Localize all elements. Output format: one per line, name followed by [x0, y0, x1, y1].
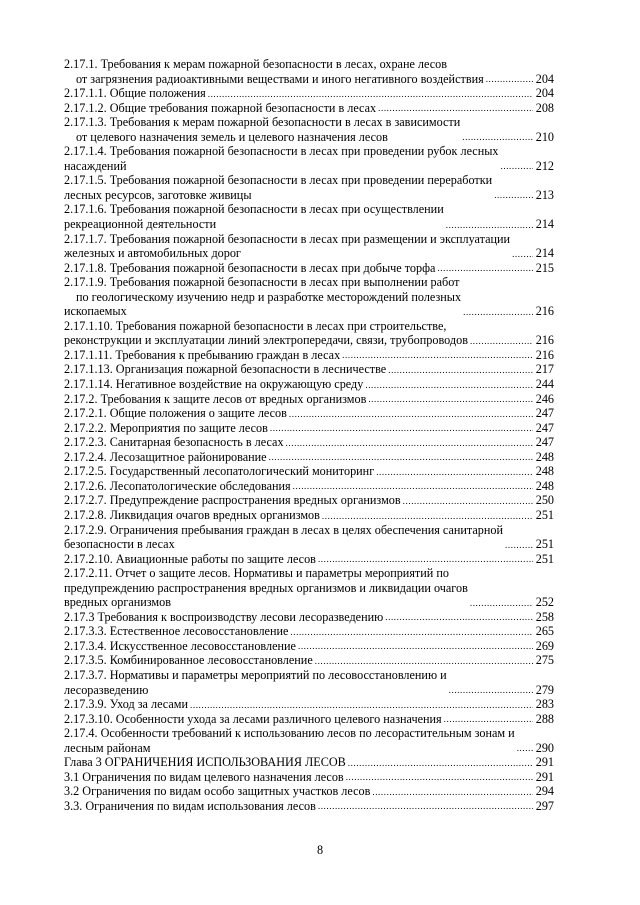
toc-entry-title — [64, 362, 386, 377]
toc-entry-line: от загрязнения радиоактивными веществами и иного негативного воздействия — [76, 71, 484, 86]
toc-entry-line: 2.17.1.14. Негативное воздействие на окружающую среду — [64, 377, 364, 392]
toc-entry-title — [64, 523, 503, 552]
toc-entry-page: 252 — [535, 595, 554, 610]
toc-entry-page: 258 — [535, 609, 554, 624]
toc-entry-line: 2.17.4. Особенности требований к использованию лесов по лесорастительным зонам и — [64, 726, 515, 741]
toc-entry-line: 2.17.2.6. Лесопатологические обследования — [64, 478, 291, 493]
dot-leader — [296, 639, 533, 654]
toc-entry — [64, 450, 554, 465]
toc-entry-page: 216 — [535, 304, 554, 319]
toc-entry — [64, 319, 554, 348]
toc-entry-page: 208 — [535, 100, 554, 115]
toc-entry-title — [64, 377, 363, 392]
toc-entry — [64, 392, 554, 407]
toc-entry-page: 251 — [535, 507, 554, 522]
dot-leader — [484, 72, 533, 87]
toc-entry-line: 2.17.1.10. Требования пожарной безопасности в лесах при строительстве, — [64, 318, 447, 333]
toc-entry-line: 2.17.1.8. Требования пожарной безопасности в лесах при добыче торфа — [64, 260, 436, 275]
toc-entry-page: 250 — [535, 493, 554, 508]
toc-entry — [64, 799, 554, 814]
toc-entry-line: 2.17.3.5. Комбинированное лесовосстановление — [64, 653, 313, 668]
toc-entry-title — [64, 450, 267, 465]
dot-leader — [316, 799, 533, 814]
dot-leader — [316, 552, 533, 567]
dot-leader — [320, 508, 533, 523]
dot-leader — [291, 479, 533, 494]
toc-entry-page: 217 — [535, 362, 554, 377]
toc-entry — [64, 712, 554, 727]
toc-entry-line: 3.3. Ограничения по видам использования лесов — [64, 798, 316, 813]
toc-entry-page: 215 — [535, 260, 554, 275]
dot-leader — [366, 392, 532, 407]
toc-entry-page: 244 — [535, 377, 554, 392]
dot-leader — [401, 493, 533, 508]
toc-entry-page: 248 — [535, 449, 554, 464]
toc-entry — [64, 624, 554, 639]
toc-entry-line: железных и автомобильных дорог — [64, 246, 241, 261]
toc-entry-title — [64, 653, 313, 668]
toc-entry-line: ископаемых — [64, 304, 127, 319]
toc-entry-page: 251 — [535, 537, 554, 552]
toc-entry-line: вредных организмов — [64, 595, 171, 610]
toc-entry — [64, 523, 554, 552]
dot-leader — [284, 435, 533, 450]
toc-entry-page: 248 — [535, 464, 554, 479]
toc-entry-line: 2.17.1.5. Требования пожарной безопасности в лесах при проведении переработки — [64, 173, 493, 188]
toc-entry-line: 2.17.3.10. Особенности ухода за лесами различного целевого назначения — [64, 711, 442, 726]
toc-entry-title — [64, 275, 461, 319]
toc-entry-line: 2.17.1.2. Общие требования пожарной безопасности в лесах — [64, 100, 377, 115]
dot-leader — [461, 304, 533, 319]
toc-entry — [64, 653, 554, 668]
toc-entry-title — [64, 232, 510, 261]
toc-entry-line: по геологическому изучению недр и разработке месторождений полезных — [76, 289, 462, 304]
toc-entry-line: 2.17.2.10. Авиационные работы по защите лесов — [64, 551, 316, 566]
toc-entry-title — [64, 348, 340, 363]
dot-leader — [344, 770, 533, 785]
toc-entry-line: 2.17.2.3. Санитарная безопасность в лесах — [64, 435, 284, 450]
dot-leader — [340, 348, 533, 363]
dot-leader — [460, 130, 532, 145]
toc-entry-page: 290 — [535, 740, 554, 755]
dot-leader — [376, 101, 533, 116]
toc-entry-line: 2.17.1.11. Требования к пребыванию граждан в лесах — [64, 347, 341, 362]
toc-entry-line: 2.17.2.1. Общие положения о защите лесов — [64, 406, 287, 421]
dot-leader — [268, 421, 533, 436]
toc-entry-line: 2.17.2.11. Отчет о защите лесов. Нормативы и параметры мероприятий по — [64, 566, 449, 581]
toc-entry-page: 216 — [535, 333, 554, 348]
toc-entry — [64, 362, 554, 377]
dot-leader — [435, 261, 532, 276]
toc-entry-line: 2.17.3.7. Нормативы и параметры мероприятий по лесовосстановлению и — [64, 667, 447, 682]
toc-entry — [64, 639, 554, 654]
dot-leader — [468, 333, 533, 348]
toc-entry-title — [64, 755, 346, 770]
dot-leader — [370, 784, 532, 799]
toc-entry-line: реконструкции и эксплуатации линий электропередачи, связи, трубопроводов — [64, 333, 468, 348]
toc-entry-title — [64, 668, 447, 697]
toc-entry-page: 283 — [535, 697, 554, 712]
toc-entry — [64, 57, 554, 86]
toc-entry-title — [64, 406, 287, 421]
toc-entry — [64, 348, 554, 363]
toc-entry — [64, 435, 554, 450]
toc-entry-line: 2.17.2.4. Лесозащитное районирование — [64, 449, 267, 464]
toc-entry-line: лесных ресурсов, заготовке живицы — [64, 187, 252, 202]
toc-entry-title — [64, 479, 291, 494]
toc-entry — [64, 508, 554, 523]
toc-entry — [64, 784, 554, 799]
toc-entry-title — [64, 726, 515, 755]
toc-entry-page: 248 — [535, 478, 554, 493]
toc-entry-line: Глава 3 ОГРАНИЧЕНИЯ ИСПОЛЬЗОВАНИЯ ЛЕСОВ — [64, 755, 346, 770]
toc-entry — [64, 144, 554, 173]
toc-entry — [64, 86, 554, 101]
toc-entry-page: 251 — [535, 551, 554, 566]
toc-entry-title — [64, 493, 401, 508]
toc-entry-page: 265 — [535, 624, 554, 639]
toc-entry-page: 297 — [535, 798, 554, 813]
toc-entry-line: безопасности в лесах — [64, 537, 175, 552]
toc-entry — [64, 610, 554, 625]
dot-leader — [206, 86, 533, 101]
toc-entry-title — [64, 770, 344, 785]
toc-entry-page: 213 — [535, 187, 554, 202]
toc-entry-title — [64, 261, 435, 276]
toc-entry-title — [64, 435, 284, 450]
dot-leader — [188, 697, 533, 712]
dot-leader — [503, 537, 533, 552]
toc-entry-line: 2.17.1.9. Требования пожарной безопасности в лесах при выполнении работ — [64, 275, 460, 290]
toc-entry — [64, 464, 554, 479]
toc-entry-title — [64, 464, 374, 479]
toc-entry-line: 2.17.2.2. Мероприятия по защите лесов — [64, 420, 268, 435]
toc-entry-line: 2.17.3.9. Уход за лесами — [64, 697, 188, 712]
toc-entry — [64, 566, 554, 610]
toc-entry-line: предупреждению распространения вредных организмов и ликвидации очагов — [64, 580, 468, 595]
toc-entry-page: 275 — [535, 653, 554, 668]
toc-entry — [64, 232, 554, 261]
toc-entry — [64, 275, 554, 319]
toc-entry-title — [64, 624, 288, 639]
table-of-contents — [64, 57, 554, 813]
toc-entry-title — [64, 697, 188, 712]
dot-leader — [442, 712, 533, 727]
toc-entry — [64, 697, 554, 712]
toc-entry-title — [64, 86, 206, 101]
toc-entry-title — [64, 57, 484, 86]
dot-leader — [386, 362, 533, 377]
toc-entry-title — [64, 421, 268, 436]
toc-entry-title — [64, 508, 320, 523]
toc-entry — [64, 377, 554, 392]
toc-entry-line: рекреационной деятельности — [64, 217, 217, 232]
toc-entry — [64, 406, 554, 421]
dot-leader — [288, 624, 532, 639]
toc-entry-page: 204 — [535, 71, 554, 86]
dot-leader — [383, 610, 532, 625]
toc-entry-page: 288 — [535, 711, 554, 726]
toc-entry-line: 2.17.1.1. Общие положения — [64, 86, 206, 101]
toc-entry-title — [64, 784, 370, 799]
dot-leader — [444, 217, 533, 232]
toc-entry — [64, 726, 554, 755]
toc-entry-line: 2.17.1.7. Требования пожарной безопасности в лесах при размещении и эксплуатации — [64, 231, 511, 246]
toc-entry-line: лесоразведению — [64, 682, 149, 697]
toc-entry — [64, 202, 554, 231]
toc-entry-title — [64, 173, 492, 202]
dot-leader — [363, 377, 532, 392]
toc-entry-title — [64, 101, 376, 116]
toc-entry-page: 291 — [535, 755, 554, 770]
toc-entry — [64, 421, 554, 436]
toc-entry-line: 2.17.1.6. Требования пожарной безопасности в лесах при осуществлении — [64, 202, 444, 217]
toc-entry-page: 279 — [535, 682, 554, 697]
toc-entry-page: 247 — [535, 420, 554, 435]
toc-entry-page: 210 — [535, 129, 554, 144]
dot-leader — [468, 595, 533, 610]
toc-entry-page: 269 — [535, 638, 554, 653]
dot-leader — [499, 159, 533, 174]
toc-entry-title — [64, 319, 468, 348]
toc-entry-line: насаждений — [64, 158, 127, 173]
toc-entry-line: 2.17.1.4. Требования пожарной безопасности в лесах при проведении рубок лесных — [64, 144, 499, 159]
toc-entry-line: 2.17.2.5. Государственный лесопатологический мониторинг — [64, 464, 375, 479]
toc-entry — [64, 115, 554, 144]
dot-leader — [267, 450, 533, 465]
toc-entry-line: 3.1 Ограничения по видам целевого назначения лесов — [64, 769, 344, 784]
toc-entry-line: 2.17.1. Требования к мерам пожарной безопасности в лесах, охране лесов — [64, 57, 447, 71]
toc-entry-line: от целевого назначения земель и целевого назначения лесов — [76, 129, 388, 144]
page-number: 8 — [316, 843, 324, 857]
toc-entry-line: 2.17.1.3. Требования к мерам пожарной безопасности в лесах в зависимости — [64, 115, 461, 130]
toc-entry-title — [64, 115, 460, 144]
toc-entry-line: 2.17.1.13. Организация пожарной безопасности в лесничестве — [64, 362, 387, 377]
toc-entry-title — [64, 799, 316, 814]
toc-entry — [64, 668, 554, 697]
dot-leader — [374, 464, 533, 479]
toc-entry-page: 216 — [535, 347, 554, 362]
toc-entry-line: 3.2 Ограничения по видам особо защитных участков лесов — [64, 784, 371, 799]
toc-entry-page: 204 — [535, 86, 554, 101]
dot-leader — [313, 653, 533, 668]
dot-leader — [447, 683, 533, 698]
toc-entry — [64, 493, 554, 508]
toc-entry-line: 2.17.2.9. Ограничения пребывания граждан в лесах в целях обеспечения санитарной — [64, 522, 504, 537]
toc-entry — [64, 552, 554, 567]
toc-entry-line: 2.17.2.8. Ликвидация очагов вредных организмов — [64, 507, 320, 522]
dot-leader — [346, 755, 533, 770]
toc-entry-page: 214 — [535, 217, 554, 232]
toc-entry-line: 2.17.3.3. Естественное лесовосстановление — [64, 624, 289, 639]
toc-entry-title — [64, 610, 383, 625]
toc-entry-page: 212 — [535, 158, 554, 173]
toc-entry — [64, 101, 554, 116]
toc-entry-title — [64, 552, 316, 567]
toc-entry-line: 2.17.2.7. Предупреждение распространения вредных организмов — [64, 493, 401, 508]
toc-entry-page: 247 — [535, 435, 554, 450]
dot-leader — [515, 741, 533, 756]
toc-entry-page: 214 — [535, 246, 554, 261]
toc-entry — [64, 479, 554, 494]
toc-entry-page: 247 — [535, 406, 554, 421]
toc-entry-title — [64, 566, 468, 610]
toc-entry — [64, 173, 554, 202]
toc-entry-line: 2.17.3.4. Искусственное лесовосстановление — [64, 638, 296, 653]
toc-entry-title — [64, 639, 296, 654]
toc-entry-line: 2.17.2. Требования к защите лесов от вредных организмов — [64, 391, 367, 406]
toc-entry-line: лесным районам — [64, 740, 151, 755]
toc-entry-page: 294 — [535, 784, 554, 799]
toc-entry-page: 246 — [535, 391, 554, 406]
dot-leader — [287, 406, 533, 421]
toc-entry-title — [64, 712, 442, 727]
toc-entry — [64, 755, 554, 770]
toc-entry-title — [64, 202, 444, 231]
toc-entry-title — [64, 144, 499, 173]
toc-entry-title — [64, 392, 366, 407]
dot-leader — [510, 246, 533, 261]
toc-entry-line: 2.17.3 Требования к воспроизводству лесови лесоразведению — [64, 609, 384, 624]
dot-leader — [492, 188, 533, 203]
toc-entry — [64, 261, 554, 276]
toc-entry — [64, 770, 554, 785]
toc-entry-page: 291 — [535, 769, 554, 784]
